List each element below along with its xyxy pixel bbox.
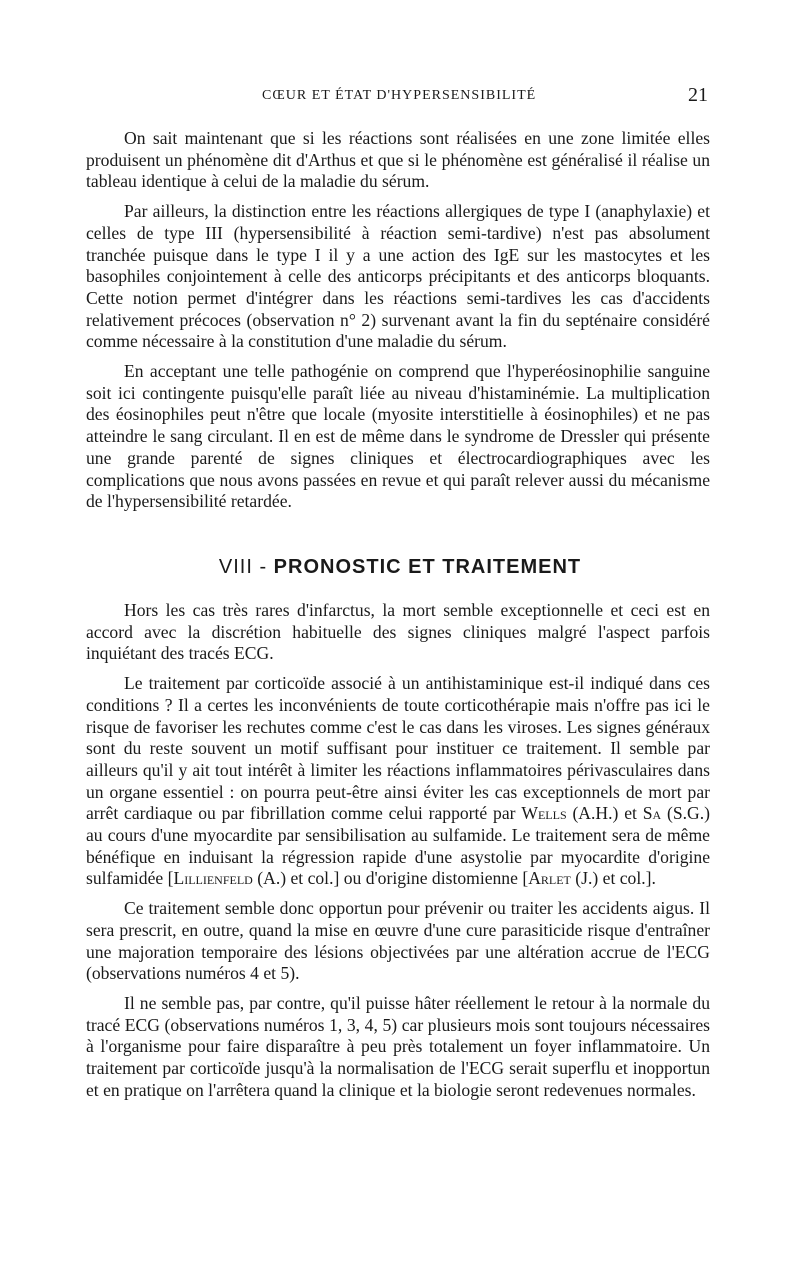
author-name: Wells: [521, 803, 567, 824]
running-title: CŒUR ET ÉTAT D'HYPERSENSIBILITÉ: [262, 88, 537, 103]
paragraph: Par ailleurs, la distinction entre les réactions allergiques de type I (anaphylaxie) et celles de type III (hypersensibilité à réaction semi-tardive) n'est pas absolument tranchée puisque dans le type I il y a une action des IgE sur les mastocytes et les basophiles conjointement à celle des anticorps précipitants et des anticorps bloquants. Cette notion permet d'intégrer dans les réactions semi-tardives les cas d'accidents relativement précoces (observation n° 2) survenant avant la fin du septénaire considéré comme nécessaire à la constitution d'une maladie du sérum.: [86, 201, 710, 352]
author-name: Sa: [642, 803, 662, 824]
author-name: Lillienfeld: [173, 868, 253, 889]
text-run: (J.) et col.].: [570, 868, 656, 889]
section-title: PRONOSTIC ET TRAITEMENT: [273, 556, 582, 578]
section-number: VIII -: [218, 556, 274, 578]
text-run: (A.H.) et: [566, 803, 643, 824]
text-run: (A.) et col.] ou d'origine distomienne [: [252, 868, 529, 889]
paragraph: En acceptant une telle pathogénie on comprend que l'hyperéosinophilie sanguine soit ici contingente puisqu'elle paraît liée au niveau d'histaminémie. La multiplication des éosinophiles peut n'être que locale (myosite interstitielle à éosinophiles) et ne pas atteindre le sang circulant. Il en est de même dans le syndrome de Dressler qui présente une grande parenté de signes cliniques et électrocardiographiques avec les complications que nous avons passées en revue et qui paraît relever aussi du mécanisme de l'hypersensibilité retardée.: [86, 361, 710, 512]
section-body-1: [86, 128, 710, 521]
section-body-2: [86, 600, 710, 1109]
paragraph: [86, 673, 710, 890]
text-run: Le traitement par corticoïde associé à un antihistaminique est-il indiqué dans ces conditions ? Il a certes les inconvénients de toute corticothérapie mais n'offre pas ici le risque de favoriser les rechutes comme c'est le cas dans les viroses. Les signes généraux sont du reste souvent un motif suffisant pour instituer ce traitement. Il semble par ailleurs qu'il y ait tout intérêt à limiter les réactions inflammatoires périvasculaires dans un organe essentiel : on pourra peut-être ainsi éviter les cas exceptionnels de mort par arrêt cardiaque ou par fibrillation comme celui rapporté par: [86, 673, 710, 824]
page-number: 21: [688, 84, 708, 106]
paragraph: On sait maintenant que si les réactions sont réalisées en une zone limitée elles produisent un phénomène dit d'Arthus et que si le phénomène est généralisé il réalise un tableau identique à celui de la maladie du sérum.: [86, 128, 710, 192]
section-heading: [0, 556, 800, 579]
paragraph: Hors les cas très rares d'infarctus, la mort semble exceptionnelle et ceci est en accord avec la discrétion habituelle des signes cliniques malgré l'aspect parfois inquiétant des tracés ECG.: [86, 600, 710, 664]
paragraph: Ce traitement semble donc opportun pour prévenir ou traiter les accidents aigus. Il sera prescrit, en outre, quand la mise en œuvre d'une cure parasiticide risque d'entraîner une majoration temporaire des lésions objectivées par une altération accrue de l'ECG (observations numéros 4 et 5).: [86, 898, 710, 984]
paragraph: Il ne semble pas, par contre, qu'il puisse hâter réellement le retour à la normale du tracé ECG (observations numéros 1, 3, 4, 5) car plusieurs mois sont toujours nécessaires à l'organisme pour faire disparaître à peu près totalement un foyer inflammatoire. Un traitement par corticoïde jusqu'à la normalisation de l'ECG serait superflu et inopportun et en pratique on l'arrêtera quand la clinique et la biologie seront redevenues normales.: [86, 992, 710, 1100]
author-name: Arlet: [528, 868, 571, 889]
text-run: (S.G.) au cours d'une myocardite par sensibilisation au sulfamide. Le traitement sera de même bénéfique en induisant la régression rapide d'une asystolie par myocardite d'origine sulfamidée [: [86, 803, 710, 889]
